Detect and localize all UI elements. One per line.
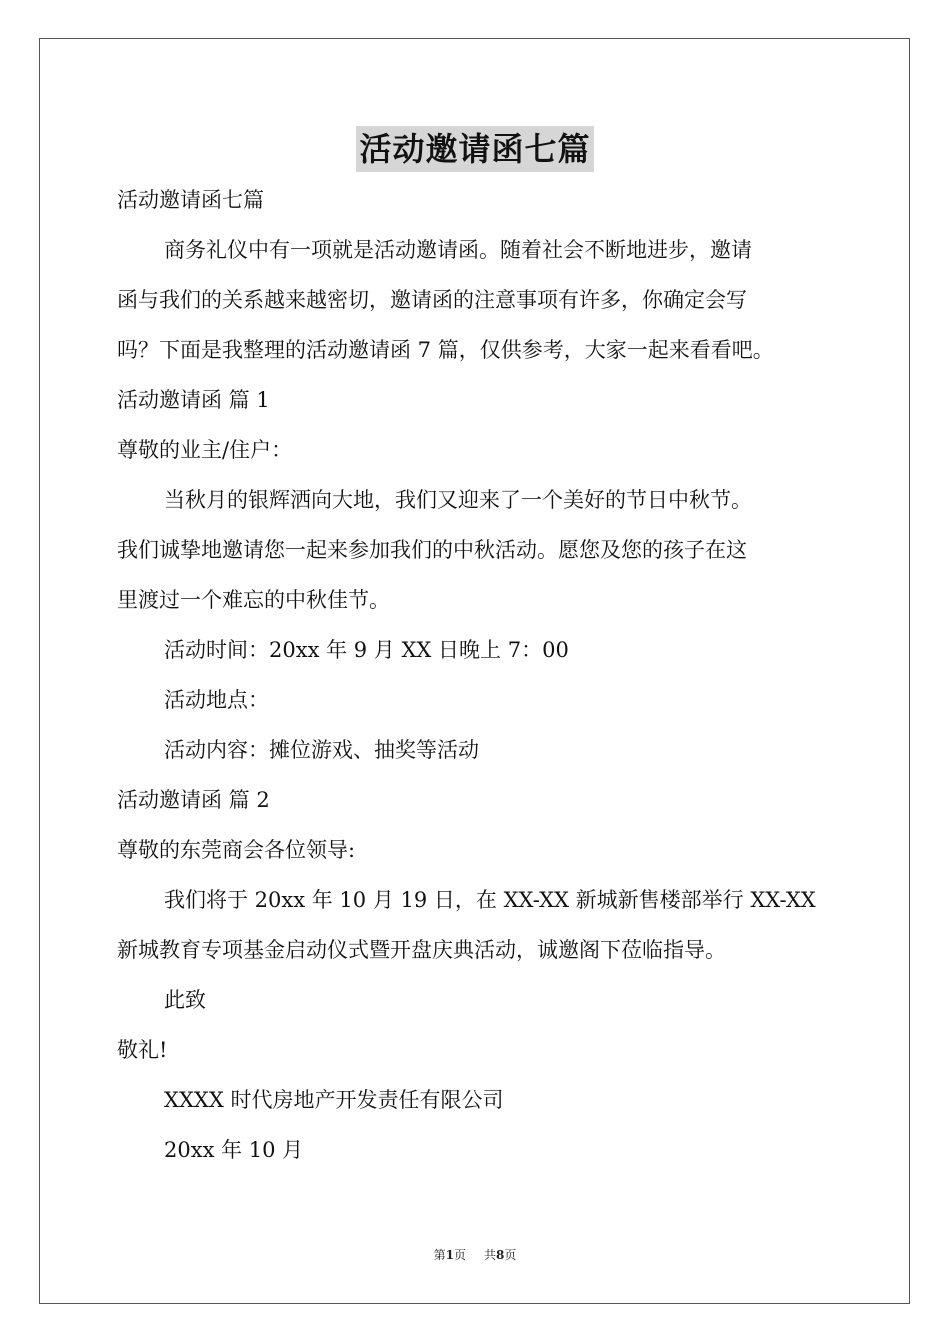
- paragraph-line: 我们诚挚地邀请您一起来参加我们的中秋活动。愿您及您的孩子在这: [117, 538, 747, 562]
- document-body: [117, 175, 852, 1175]
- page-footer: [0, 1246, 950, 1264]
- document-title: 活动邀请函七篇: [356, 126, 593, 172]
- page-prefix: 第: [433, 1248, 446, 1262]
- event-content-line: 活动内容：摊位游戏、抽奖等活动: [164, 738, 479, 762]
- section-heading: 活动邀请函 篇 1: [117, 388, 270, 412]
- paragraph-line: 我们将于 20xx 年 10 月 19 日，在 XX-XX 新城新售楼部举行 XX-XX: [164, 888, 816, 912]
- page-total: 8: [496, 1248, 505, 1262]
- title-container: [0, 126, 950, 172]
- page-suffix: 页: [453, 1248, 466, 1262]
- section-heading: 活动邀请函 篇 2: [117, 788, 270, 812]
- event-location-line: 活动地点：: [164, 688, 269, 712]
- paragraph-line: 当秋月的银辉洒向大地，我们又迎来了一个美好的节日中秋节。: [164, 488, 752, 512]
- total-prefix: 共: [484, 1248, 497, 1262]
- total-suffix: 页: [504, 1248, 517, 1262]
- paragraph-line: 新城教育专项基金启动仪式暨开盘庆典活动，诚邀阁下莅临指导。: [117, 938, 726, 962]
- paragraph-line: 里渡过一个难忘的中秋佳节。: [117, 588, 390, 612]
- subtitle-line: 活动邀请函七篇: [117, 188, 264, 212]
- page-current: 1: [445, 1248, 454, 1262]
- paragraph-line: 函与我们的关系越来越密切，邀请函的注意事项有许多，你确定会写: [117, 288, 747, 312]
- event-time-line: 活动时间：20xx 年 9 月 XX 日晚上 7：00: [164, 638, 569, 662]
- salutation-line: 尊敬的东莞商会各位领导:: [117, 838, 356, 862]
- signature-company: XXXX 时代房地产开发责任有限公司: [164, 1088, 504, 1112]
- salutation-line: 尊敬的业主/住户：: [117, 438, 293, 462]
- signature-date: 20xx 年 10 月: [164, 1138, 304, 1162]
- paragraph-line: 商务礼仪中有一项就是活动邀请函。随着社会不断地进步，邀请: [164, 238, 752, 262]
- paragraph-line: 吗？下面是我整理的活动邀请函 7 篇，仅供参考，大家一起来看看吧。: [117, 338, 774, 362]
- closing-line: 此致: [164, 988, 206, 1012]
- closing-line: 敬礼!: [117, 1038, 168, 1062]
